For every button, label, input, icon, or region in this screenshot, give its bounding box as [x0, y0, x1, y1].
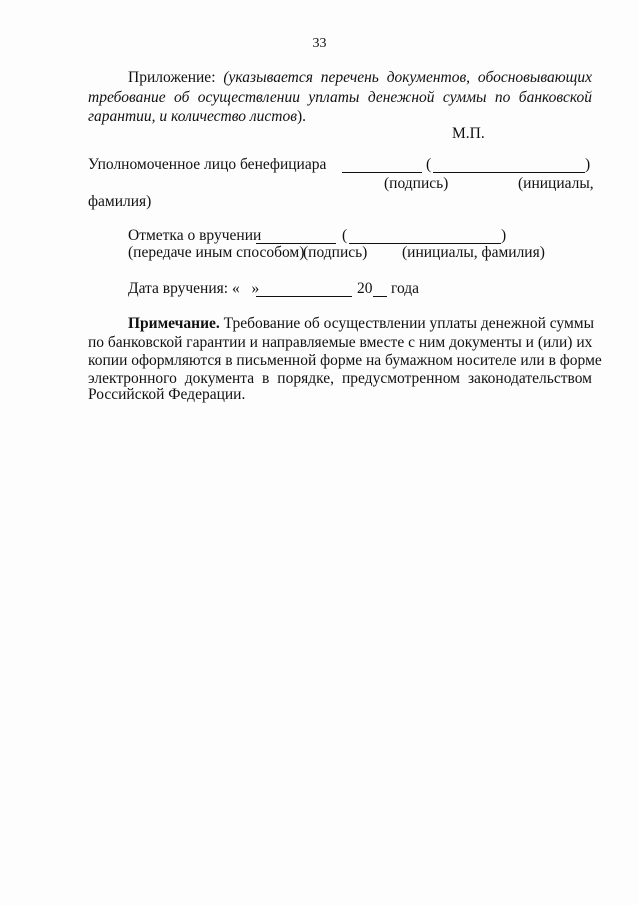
beneficiary-paren-open: (: [426, 156, 432, 173]
appendix-line-3: [88, 107, 306, 127]
note-text-1: Требование об осуществлении уплаты денежной суммы: [223, 315, 594, 332]
note-title: Примечание.: [128, 315, 220, 332]
note-line-5: Российской Федерации.: [88, 386, 246, 403]
appendix-italic-text-3: гарантии, и количество листов: [88, 108, 297, 125]
delivery-year-blank: [373, 282, 387, 297]
beneficiary-initials-caption: (инициалы,: [518, 175, 594, 192]
delivery-paren-open: (: [342, 227, 348, 244]
beneficiary-paren-close: ): [585, 156, 591, 173]
appendix-line-1: [128, 68, 592, 88]
delivery-initials-caption: (инициалы, фамилия): [402, 244, 545, 261]
delivery-initials-blank: [349, 229, 501, 244]
delivery-signature-blank: [256, 229, 336, 244]
page-number: 33: [312, 36, 327, 51]
beneficiary-label: Уполномоченное лицо бенефициара: [88, 156, 327, 173]
delivery-year-suffix: года: [391, 280, 420, 297]
appendix-line-2: требование об осуществлении уплаты денежной суммы по банковской: [88, 89, 592, 106]
delivery-date-label: [128, 279, 259, 299]
delivery-year-prefix: 20: [357, 280, 373, 297]
delivery-method-caption: (передаче иным способом): [128, 244, 305, 261]
delivery-date-open-quote: Дата вручения: «: [128, 280, 240, 297]
note-line-3: копии оформляются в письменной форме на бумажном носителе или в форме: [88, 352, 602, 369]
note-line-1: [128, 314, 592, 334]
appendix-label: Приложение:: [128, 69, 216, 86]
delivery-signature-caption: (подпись): [303, 244, 368, 261]
beneficiary-signature-blank: [342, 158, 422, 173]
delivery-date-close-quote: »: [251, 280, 260, 297]
stamp-place: М.П.: [452, 125, 485, 142]
note-line-4: электронного документа в порядке, предусмотренном законодательством: [88, 370, 592, 387]
beneficiary-surname-caption: фамилия): [88, 193, 152, 210]
delivery-mark-label: Отметка о вручении: [128, 227, 262, 244]
delivery-paren-close: ): [501, 227, 507, 244]
note-line-2: по банковской гарантии и направляемые вместе с ним документы и (или) их: [88, 334, 593, 351]
appendix-line-3-end: ).: [296, 108, 306, 125]
beneficiary-initials-blank: [433, 158, 585, 173]
delivery-date-blank: [256, 282, 352, 297]
appendix-italic-text-1: (указывается перечень документов, обосновывающих: [223, 69, 592, 86]
beneficiary-signature-caption: (подпись): [384, 175, 449, 192]
